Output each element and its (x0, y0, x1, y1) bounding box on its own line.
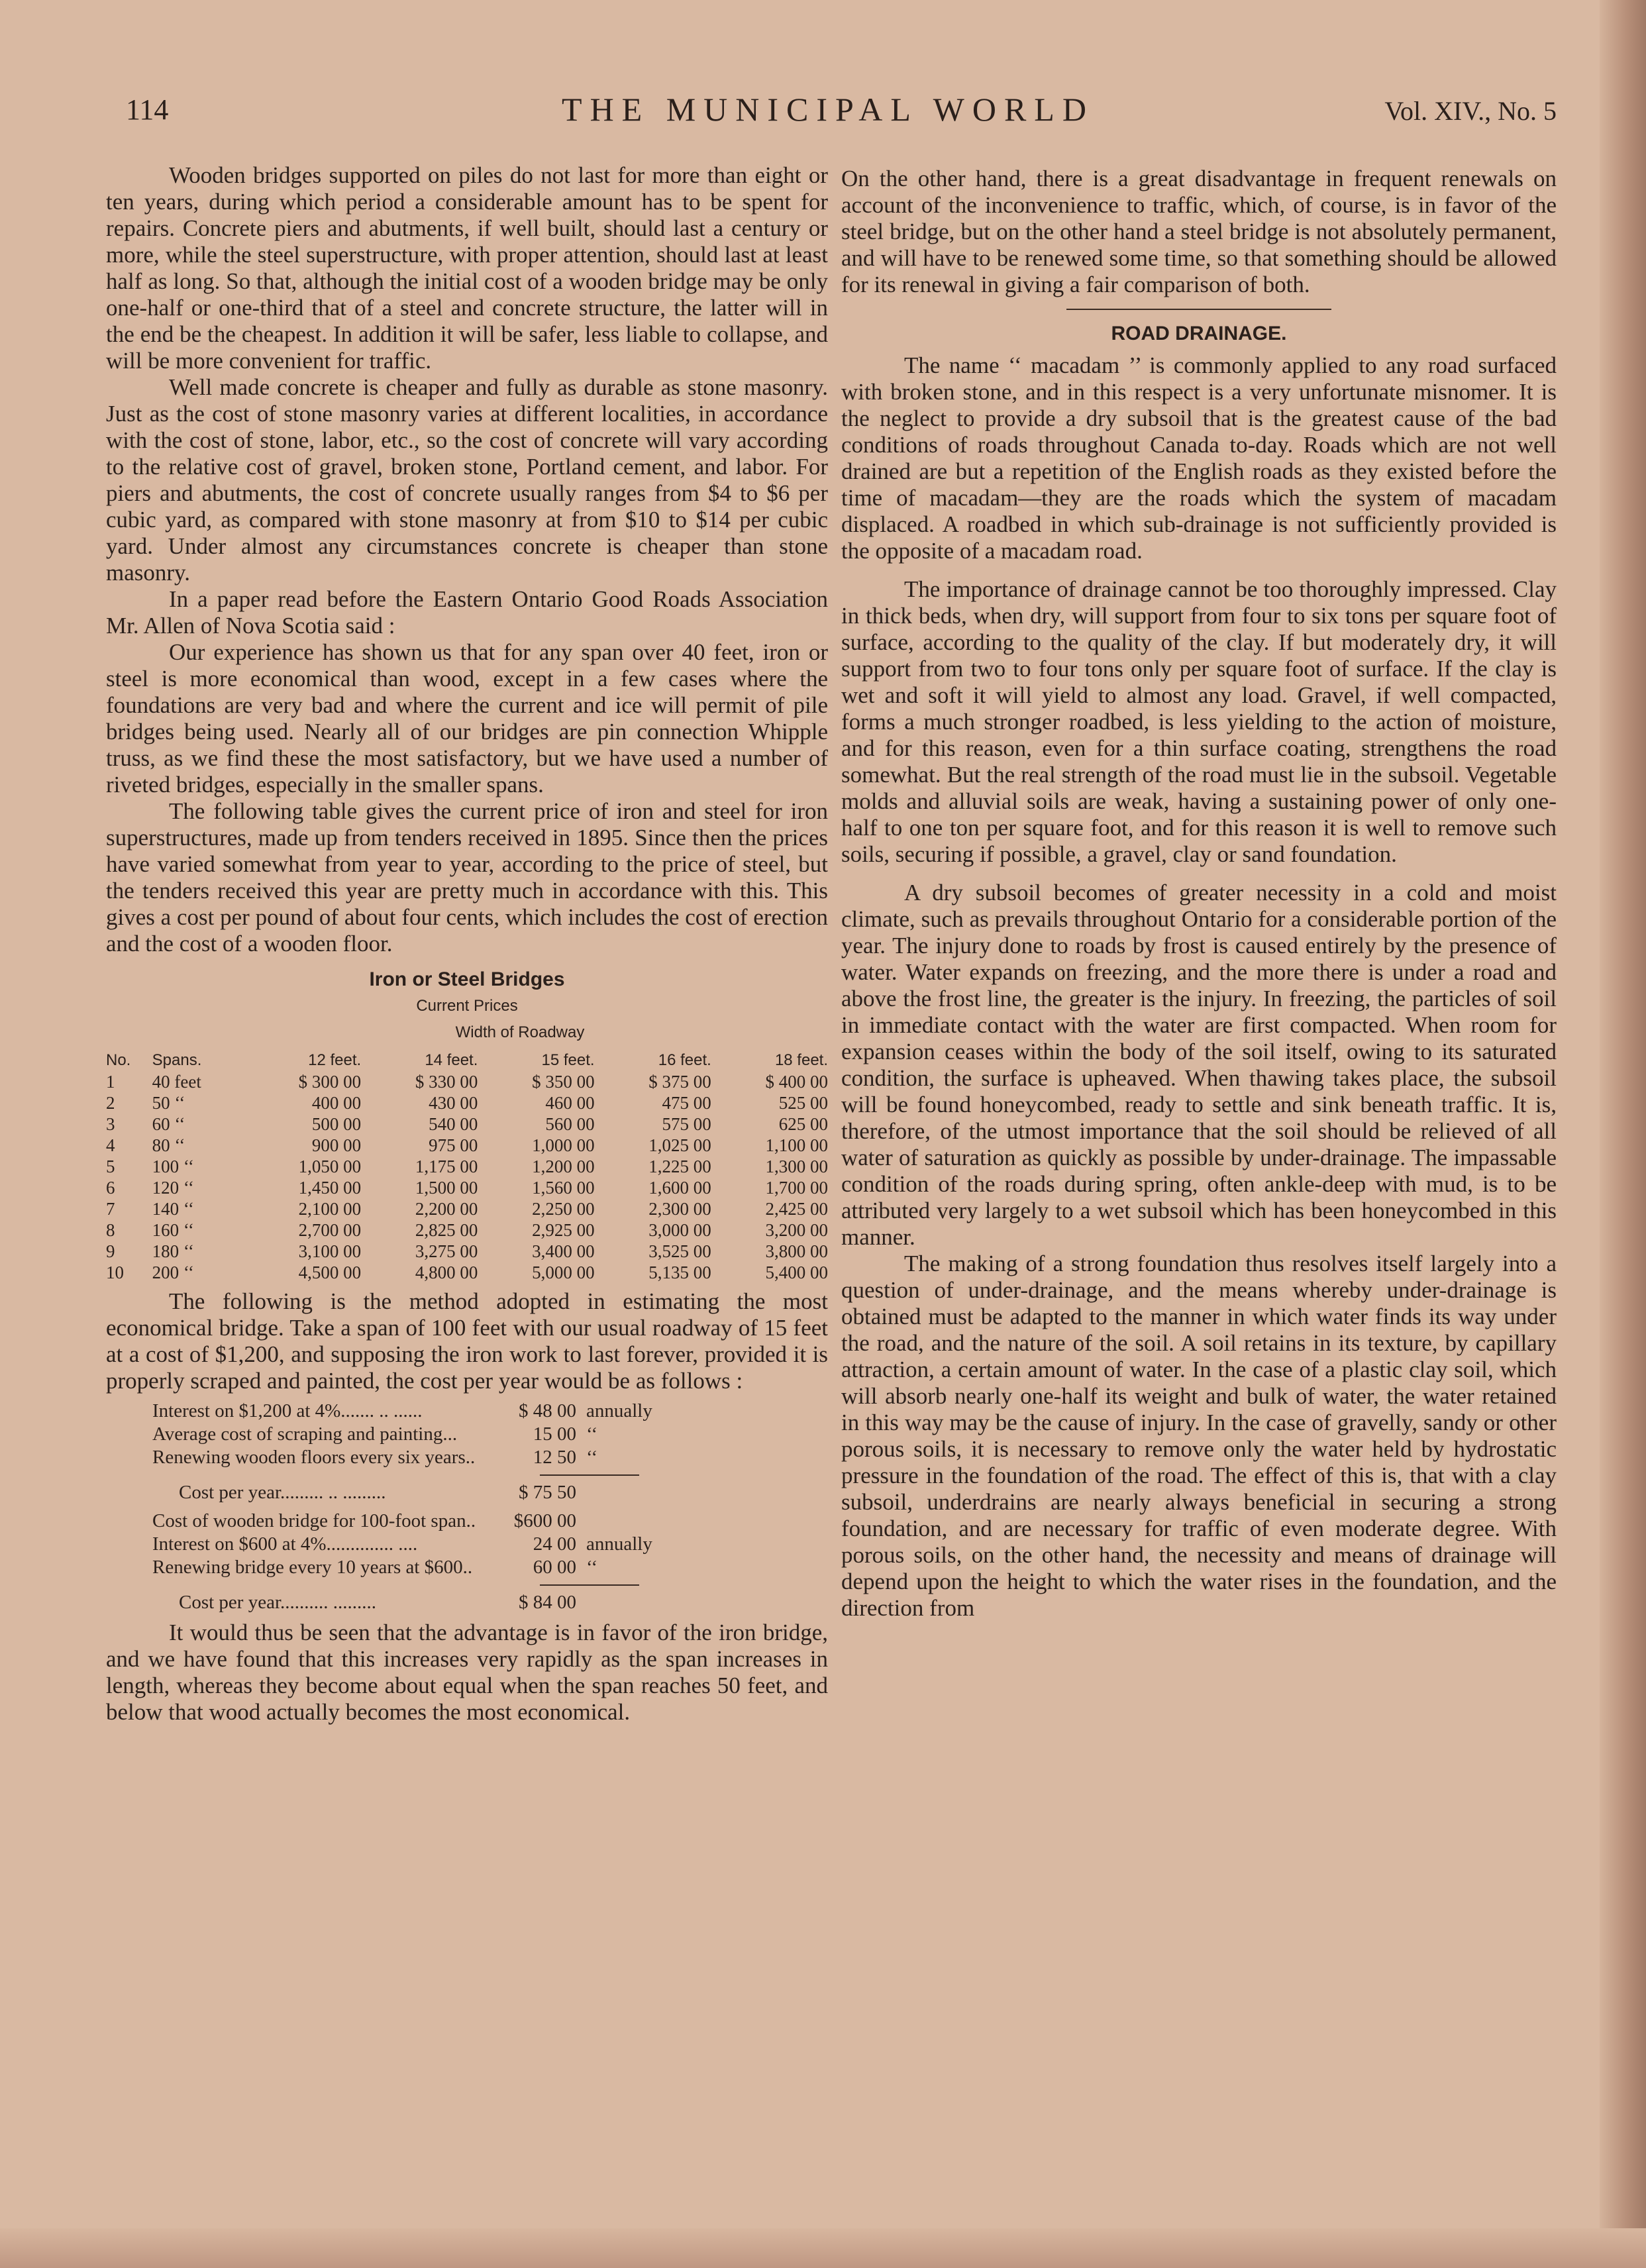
table-row (106, 1219, 828, 1241)
table-cell: $ 400 00 (765, 1072, 828, 1092)
table-cell: 1,000 00 (532, 1135, 595, 1155)
bridge-price-table (106, 1050, 828, 1283)
table-row (106, 1156, 828, 1177)
calc-value: 12 50 (533, 1447, 576, 1468)
paragraph: The following is the method adopted in estimating the most economical bridge. Take a span of 100 feet with our usual roadway of 15 feet at a cost of $1,200, and supposing the iron work to last forever, provided it is properly scraped and painted, the cost per year would be as follows : (106, 1288, 828, 1394)
section-rule (1066, 309, 1331, 310)
table-cell: 2,425 00 (765, 1199, 828, 1219)
table-cell: 1,600 00 (648, 1178, 711, 1198)
table-row (106, 1177, 828, 1198)
table-cell: $ 350 00 (532, 1072, 595, 1092)
calc-label: Average cost of scraping and painting... (152, 1423, 458, 1445)
table-cell: 3,800 00 (765, 1241, 828, 1261)
table-cell: 3 (106, 1114, 115, 1134)
table-group-header: Width of Roadway (455, 1023, 585, 1041)
table-cell: 1,500 00 (415, 1178, 478, 1198)
calc-row (106, 1400, 828, 1423)
table-cell: 140 ‘‘ (152, 1199, 194, 1219)
table-cell: 3,100 00 (298, 1241, 362, 1261)
table-cell: 560 00 (545, 1114, 595, 1134)
column-header: 12 feet. (308, 1051, 362, 1069)
paragraph: On the other hand, there is a great disadvantage in frequent renewals on account of the inconvenience to traffic, which, of course, is in favor of the steel bridge, but on the other hand a steel bridge is not absolutely permanent, and will have to be renewed some time, so that something should be allowed for its renewal in giving a fair comparison of both. (841, 166, 1557, 297)
table-cell: 540 00 (429, 1114, 478, 1134)
right-column (841, 166, 1557, 1622)
calc-row (106, 1446, 828, 1469)
table-subtitle: Current Prices (416, 997, 518, 1015)
table-cell: 1,225 00 (648, 1157, 711, 1176)
subtotal-value: $ 84 00 (519, 1592, 576, 1613)
table-cell: 1,560 00 (532, 1178, 595, 1198)
table-cell: 5,135 00 (648, 1263, 711, 1282)
column-header: 16 feet. (658, 1051, 711, 1069)
section-title: ROAD DRAINAGE. (1111, 323, 1287, 344)
paragraph: The making of a strong foundation thus resolves itself largely into a question of under-drainage, and the means whereby under-drainage is obtained must be adapted to the manner in which water finds its way under the road, and the nature of the soil. A soil retains in its texture, by capillary attraction, a certain amount of water. In the case of a plastic clay soil, which will absorb nearly one-half its weight and bulk of water, the water retained in this way may be the cause of injury. In the case of gravelly, sandy or other porous soils, it is necessary to remove only the water held by hydrostatic pressure in the foundation of the road. The effect of this is, that with a clay subsoil, underdrains are nearly always beneficial in securing a strong foundation, and are necessary for traffic of even moderate degree. With porous soils, on the other hand, the necessity and means of drainage will depend upon the height to which the water rises in the foundation, and the direction from (841, 1251, 1557, 1621)
table-cell: 6 (106, 1178, 115, 1198)
table-cell: 2,250 00 (532, 1199, 595, 1219)
calc-label: Renewing bridge every 10 years at $600.. (152, 1557, 473, 1578)
rule (540, 1584, 639, 1586)
table-cell: 3,275 00 (415, 1241, 478, 1261)
rule (540, 1474, 639, 1476)
table-cell: 625 00 (778, 1114, 828, 1134)
table-cell: 160 ‘‘ (152, 1220, 194, 1240)
calc-suffix (576, 1510, 586, 1533)
column-header: No. (106, 1051, 131, 1069)
table-cell: 2,700 00 (298, 1220, 362, 1240)
journal-title: THE MUNICIPAL WORLD (562, 91, 1094, 128)
table-cell: 8 (106, 1220, 115, 1240)
calc-suffix: annually (586, 1400, 652, 1421)
calc-suffix: annually (586, 1533, 652, 1555)
table-row (106, 1135, 828, 1156)
table-title: Iron or Steel Bridges (369, 968, 565, 990)
volume-number: Vol. XIV., No. 5 (1384, 96, 1557, 126)
paragraph: It would thus be seen that the advantage is in favor of the iron bridge, and we have found that this increases very rapidly as the span increases in length, whereas they become about equal when the span reaches 50 feet, and below that wood actually becomes the most economical. (106, 1620, 828, 1725)
table-cell: $ 330 00 (415, 1072, 478, 1092)
table-cell: 1,050 00 (298, 1157, 362, 1176)
table-row (106, 1262, 828, 1283)
table-cell: 10 (106, 1263, 124, 1282)
calc-label: Renewing wooden floors every six years.. (152, 1447, 476, 1468)
calc-label: Interest on $600 at 4%.............. .... (152, 1533, 418, 1555)
table-cell: 500 00 (311, 1114, 362, 1134)
paragraph: The name ‘‘ macadam ’’ is commonly applied to any road surfaced with broken stone, and in this respect is a very unfortunate misnomer. It is the neglect to provide a dry subsoil that is the greatest cause of the bad conditions of roads throughout Canada to-day. Roads which are not well drained are but a repetition of the English roads as they existed before the time of macadam—they are the roads which the system of macadam displaced. A roadbed in which sub-drainage is not sufficiently provided is the opposite of a macadam road. (841, 352, 1557, 564)
table-cell: 400 00 (311, 1093, 362, 1113)
paragraph: Our experience has shown us that for any span over 40 feet, iron or steel is more economical than wood, except in a few cases where the foundations are very bad and where the current and ice will permit of pile bridges being used. Nearly all of our bridges are pin connection Whipple truss, as we find these the most satisfactory, but we have used a number of riveted bridges, especially in the smaller spans. (106, 639, 828, 798)
table-cell: 475 00 (662, 1093, 711, 1113)
table-cell: 7 (106, 1199, 115, 1219)
calc-row (106, 1510, 828, 1533)
table-cell: 1 (106, 1072, 115, 1092)
table-row (106, 1198, 828, 1219)
table-cell: 1,450 00 (298, 1178, 362, 1198)
table-cell: 5,000 00 (532, 1263, 595, 1282)
table-cell: 2,200 00 (415, 1199, 478, 1219)
iron-cost-subtotal (106, 1481, 828, 1504)
page-header (99, 93, 1557, 146)
table-cell: 2,825 00 (415, 1220, 478, 1240)
paragraph: In a paper read before the Eastern Ontario Good Roads Association Mr. Allen of Nova Scotia said : (106, 586, 828, 639)
calc-suffix: ‘‘ (586, 1447, 598, 1468)
table-cell: 4,500 00 (298, 1263, 362, 1282)
table-cell: 2,100 00 (298, 1199, 362, 1219)
table-cell: 1,175 00 (415, 1157, 478, 1176)
wood-cost-subtotal (106, 1591, 828, 1614)
page-bottom-edge (0, 2228, 1646, 2268)
table-cell: 9 (106, 1241, 115, 1261)
table-cell: 180 ‘‘ (152, 1241, 194, 1261)
table-row (106, 1241, 828, 1262)
paragraph: Well made concrete is cheaper and fully as durable as stone masonry. Just as the cost of stone masonry varies at different localities, in accordance with the cost of stone, labor, etc., so the cost of concrete will vary according to the relative cost of gravel, broken stone, Portland cement, and labor. For piers and abutments, the cost of concrete usually ranges from $4 to $6 per cubic yard, as compared with stone masonry at from $10 to $14 per cubic yard. Under almost any circumstances concrete is cheaper than stone masonry. (106, 374, 828, 586)
column-header: Spans. (152, 1051, 202, 1069)
table-cell: 5 (106, 1157, 115, 1176)
iron-cost-calculation (106, 1400, 828, 1469)
table-cell: 40 feet (152, 1072, 201, 1092)
calc-value: 15 00 (533, 1423, 576, 1445)
column-header: 18 feet. (774, 1051, 828, 1069)
table-cell: 460 00 (545, 1093, 595, 1113)
table-cell: 80 ‘‘ (152, 1135, 185, 1155)
column-header: 15 feet. (541, 1051, 595, 1069)
table-cell: 2,925 00 (532, 1220, 595, 1240)
calc-value: 60 00 (533, 1557, 576, 1578)
table-cell: 3,400 00 (532, 1241, 595, 1261)
table-cell: 5,400 00 (765, 1263, 828, 1282)
table-cell: 575 00 (662, 1114, 711, 1134)
table-cell: 50 ‘‘ (152, 1093, 185, 1113)
calc-suffix: ‘‘ (586, 1423, 598, 1445)
table-cell: 975 00 (429, 1135, 478, 1155)
calc-row (106, 1533, 828, 1556)
table-cell: 4,800 00 (415, 1263, 478, 1282)
calc-value: $600 00 (513, 1510, 576, 1531)
calc-row (106, 1423, 828, 1446)
table-cell: 4 (106, 1135, 115, 1155)
table-cell: 1,700 00 (765, 1178, 828, 1198)
column-header: 14 feet. (425, 1051, 478, 1069)
table-cell: 2 (106, 1093, 115, 1113)
calc-row (106, 1556, 828, 1579)
calc-value: $ 48 00 (519, 1400, 576, 1421)
table-cell: 1,300 00 (765, 1157, 828, 1176)
table-cell: $ 300 00 (298, 1072, 362, 1092)
table-cell: 3,200 00 (765, 1220, 828, 1240)
table-cell: 1,100 00 (765, 1135, 828, 1155)
table-cell: 1,200 00 (532, 1157, 595, 1176)
wood-cost-calculation (106, 1510, 828, 1579)
paragraph: Wooden bridges supported on piles do not last for more than eight or ten years, during which period a considerable amount has to be spent for repairs. Concrete piers and abutments, if well built, should last a century or more, while the steel superstructure, with proper attention, should last at least half as long. So that, although the initial cost of a wooden bridge may be only one-half or one-third that of a steel and concrete structure, the latter will in the end be the cheapest. In addition it will be safer, less liable to collapse, and will be more convenient for traffic. (106, 162, 828, 374)
table-cell: 430 00 (429, 1093, 478, 1113)
table-cell: 100 ‘‘ (152, 1157, 194, 1176)
table-cell: $ 375 00 (648, 1072, 711, 1092)
calc-value: 24 00 (533, 1533, 576, 1555)
table-cell: 200 ‘‘ (152, 1263, 194, 1282)
table-cell: 1,025 00 (648, 1135, 711, 1155)
table-cell: 3,000 00 (648, 1220, 711, 1240)
page-edge (1600, 0, 1646, 2268)
calc-label: Cost of wooden bridge for 100-foot span.. (152, 1510, 476, 1531)
calc-label: Interest on $1,200 at 4%....... .. ...... (152, 1400, 423, 1421)
paragraph: The importance of drainage cannot be too thoroughly impressed. Clay in thick beds, when dry, will support from four to six tons per square foot of surface, according to the quality of the clay. If but moderately dry, it will support from two to four tons only per square foot of surface. If the clay is wet and soft it will yield to almost any load. Gravel, if well compacted, forms a much stronger roadbed, is less yielding to the action of moisture, and for this reason, even for a thin surface coating, strengthens the road somewhat. But the real strength of the road must lie in the subsoil. Vegetable molds and alluvial soils are weak, having a sustaining power of only one-half to one ton per square foot, and for this reason it is well to remove such soils, securing if possible, a gravel, clay or sand foundation. (841, 576, 1557, 867)
table-cell: 900 00 (311, 1135, 362, 1155)
subtotal-label: Cost per year......... .. ......... (179, 1482, 386, 1503)
table-cell: 60 ‘‘ (152, 1114, 185, 1134)
table-cell: 525 00 (778, 1093, 828, 1113)
table-row (106, 1113, 828, 1135)
subtotal-value: $ 75 50 (519, 1482, 576, 1503)
table-row (106, 1092, 828, 1113)
table-row (106, 1071, 828, 1092)
table-header-row (106, 1050, 828, 1071)
subtotal-label: Cost per year.......... ......... (179, 1592, 377, 1613)
calc-suffix: ‘‘ (586, 1557, 598, 1578)
left-column (106, 162, 828, 1726)
paragraph: A dry subsoil becomes of greater necessity in a cold and moist climate, such as prevails throughout Ontario for a considerable portion of the year. The injury done to roads by frost is caused entirely by the presence of water. Water expands on freezing, and the more there is under a road and above the frost line, the greater is the injury. In freezing, the particles of soil in immediate contact with the water are first compacted. When room for expansion ceases within the body of the soil itself, owing to its saturated condition, the surface is upheaved. When thawing takes place, the subsoil will be found honeycombed, ready to settle and sink beneath traffic. It is, therefore, of the utmost importance that the soil should be relieved of all water of saturation as quickly as possible by under-drainage. The impassable condition of the roads during spring, often ankle-deep with mud, is to be attributed very largely to a wet subsoil which has been honeycombed in this manner. (841, 880, 1557, 1250)
paragraph: The following table gives the current price of iron and steel for iron superstructures, made up from tenders received in 1895. Since then the prices have varied somewhat from year to year, according to the price of steel, but the tenders received this year are pretty much in accordance with this. This gives a cost per pound of about four cents, which includes the cost of erection and the cost of a wooden floor. (106, 798, 828, 956)
table-cell: 3,525 00 (648, 1241, 711, 1261)
table-cell: 2,300 00 (648, 1199, 711, 1219)
page-number: 114 (126, 93, 169, 126)
table-cell: 120 ‘‘ (152, 1178, 194, 1198)
